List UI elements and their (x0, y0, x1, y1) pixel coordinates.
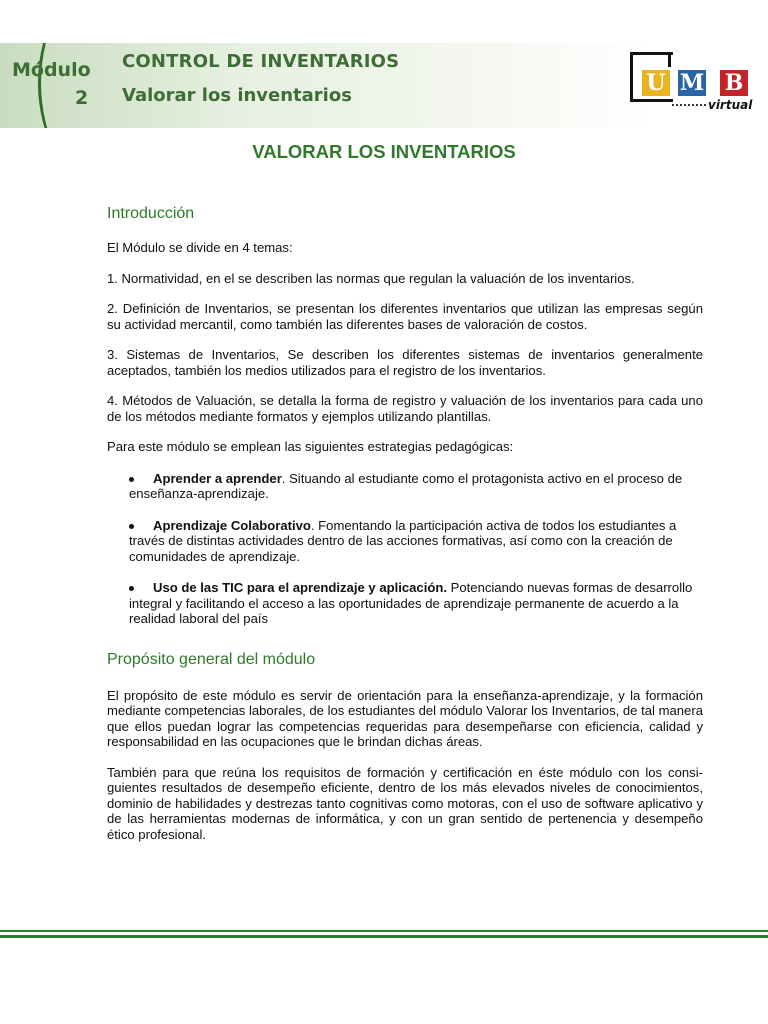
logo-frame-corner (660, 52, 671, 67)
list-item (129, 518, 703, 565)
bullet-icon (129, 586, 134, 591)
footer-rule-thin (0, 930, 768, 932)
intro-lead: El Módulo se divide en 4 temas: (107, 240, 293, 255)
topic-paragraph: 2. Definición de Inventarios, se presentan los diferentes inventarios que utilizan las empresas según su actividad mercantil, como también las diferentes bases de valoración de costos. (107, 301, 703, 332)
strategy-text: . Situando al estudiante como el protagonista activo en el proceso de enseñanza-aprendizaje. (129, 470, 683, 501)
footer-rule-thick (0, 935, 768, 938)
strategy-title: Uso de las TIC para el aprendizaje y aplicación. (153, 580, 447, 595)
strategy-title: Aprendizaje Colaborativo (153, 517, 311, 533)
strategy-title: Aprender a aprender (153, 470, 282, 486)
logo-letter-b: B (720, 70, 748, 96)
document-title: VALORAR LOS INVENTARIOS (252, 141, 516, 162)
topic-paragraph: 1. Normatividad, en el se describen las normas que regulan la valuación de los inventarios. (107, 270, 635, 286)
bullet-icon (129, 477, 134, 482)
logo-letter-m: M (679, 70, 705, 96)
umb-virtual-logo (630, 52, 756, 118)
course-title: CONTROL DE INVENTARIOS (122, 51, 400, 72)
module-label: Módulo (12, 59, 91, 81)
purpose-paragraph: También para que reúna los requisitos de formación y certificación en éste módulo con los consi-guientes resultados de desempeño eficiente, dentro de los más elevados niveles de conocimientos, dominio de habilidades y destrezas tanto cognitivas como motoras, con el uso de software aplicativo y de las herramientas modernas de informática, y con un gran sentido de pertenencia y desempeño ético profesional. (107, 764, 703, 842)
intro-heading: Introducción (107, 205, 195, 222)
topic-paragraph: 4. Métodos de Valuación, se detalla la forma de registro y valuación de los inventarios para cada uno de los métodos mediante formatos y ejemplos utilizando plantillas. (107, 393, 703, 424)
topic-paragraph: 3. Sistemas de Inventarios, Se describen los diferentes sistemas de inventarios generalmente aceptados, también los medios utilizados para el registro de los inventarios. (107, 347, 703, 378)
strategies-list (107, 471, 703, 627)
list-item (129, 580, 703, 627)
bullet-icon (129, 524, 134, 529)
logo-dotted-line (672, 104, 706, 109)
logo-tagline: virtual (708, 98, 753, 112)
purpose-paragraph: El propósito de este módulo es servir de orientación para la enseñanza-aprendizaje, y la formación mediante competencias laborales, de los estudiantes del módulo Valorar los Inventarios, de tal manera que ellos puedan lograr las competencias requeridas para desempeñarse con eficiencia, calidad y responsabilidad en las ocupaciones que le brindan dichas áreas. (107, 687, 703, 749)
module-subtitle: Valorar los inventarios (122, 85, 352, 106)
strategy-text: Potenciando nuevas formas de desarrollo integral y facilitando el acceso a las oportunidades de aprendizaje permanente de acuerdo a la realidad laboral del país (129, 580, 693, 626)
purpose-heading: Propósito general del módulo (107, 650, 316, 668)
list-item (129, 471, 703, 502)
strategy-text: . Fomentando la participación activa de todos los estudiantes a través de distintas actividades dentro de las acciones formativas, así como con la creación de comunidades de aprendizaje. (129, 517, 677, 564)
strategies-lead: Para este módulo se emplean las siguientes estrategias pedagógicas: (107, 439, 514, 454)
logo-letter-u: U (642, 70, 670, 96)
document-body (107, 205, 703, 842)
module-number: 2 (75, 87, 89, 109)
